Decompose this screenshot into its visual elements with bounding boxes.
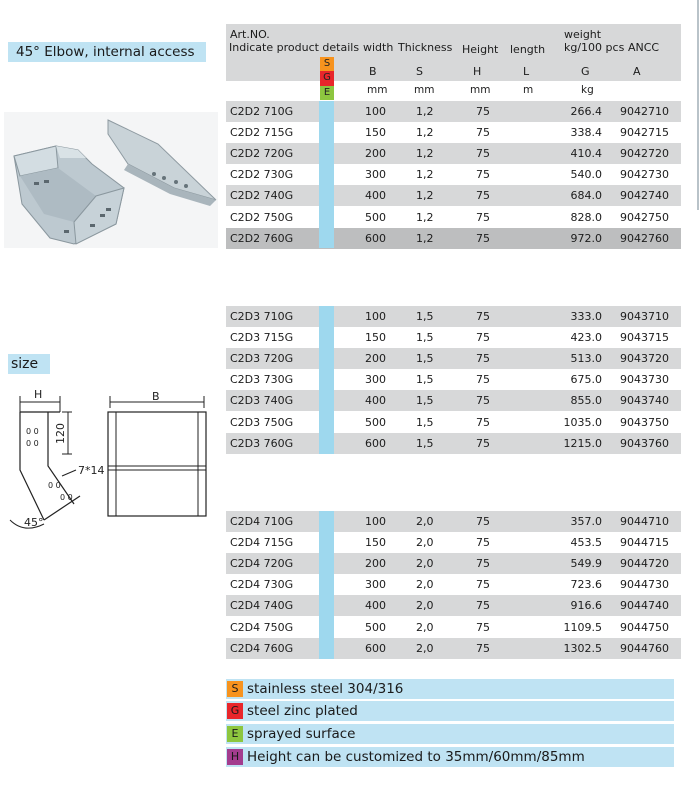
table-row bbox=[226, 164, 681, 185]
table-row bbox=[226, 638, 681, 659]
weight-value: 1215.0 bbox=[563, 436, 602, 450]
width-value: 150 bbox=[365, 126, 386, 140]
width-value: 200 bbox=[365, 147, 386, 161]
height-value: 75 bbox=[476, 373, 490, 387]
ancc-code: 9044730 bbox=[620, 578, 669, 592]
article-number: C2D4 710G bbox=[230, 515, 294, 528]
width-value: 400 bbox=[365, 394, 386, 408]
thickness-value: 1,5 bbox=[416, 352, 434, 366]
height-value: 75 bbox=[476, 578, 490, 592]
thickness-value: 2,0 bbox=[416, 599, 434, 613]
ancc-code: 9043730 bbox=[620, 373, 669, 387]
weight-value: 357.0 bbox=[570, 515, 602, 528]
width-value: 600 bbox=[365, 231, 386, 245]
table-row bbox=[226, 207, 681, 228]
height-value: 75 bbox=[476, 436, 490, 450]
weight-value: 684.0 bbox=[570, 189, 602, 203]
thickness-value: 2,0 bbox=[416, 557, 434, 571]
height-value: 75 bbox=[476, 415, 490, 429]
finish-strip-group-1 bbox=[319, 101, 334, 248]
width-value: 400 bbox=[365, 189, 386, 203]
thickness-value: 2,0 bbox=[416, 536, 434, 550]
unit-l: m bbox=[523, 84, 534, 96]
table-units-row bbox=[226, 81, 681, 101]
height-value: 75 bbox=[476, 536, 490, 550]
finish-strip-group-3 bbox=[319, 511, 334, 659]
height-value: 75 bbox=[476, 557, 490, 571]
article-number: C2D3 740G bbox=[230, 394, 294, 408]
header-weight-unit: kg/100 pcs bbox=[564, 41, 625, 54]
ancc-code: 9042760 bbox=[620, 231, 669, 245]
ancc-code: 9043715 bbox=[620, 331, 669, 345]
table-row bbox=[226, 306, 681, 327]
header-width: width bbox=[363, 41, 394, 54]
weight-value: 540.0 bbox=[570, 168, 602, 182]
ancc-code: 9043760 bbox=[620, 436, 669, 450]
weight-value: 1035.0 bbox=[563, 415, 602, 429]
weight-value: 855.0 bbox=[570, 394, 602, 408]
sym-h: H bbox=[473, 65, 482, 78]
finish-code-g: G bbox=[320, 71, 334, 85]
sym-g: G bbox=[581, 65, 590, 78]
weight-value: 828.0 bbox=[570, 210, 602, 224]
table-row bbox=[226, 390, 681, 411]
thickness-value: 2,0 bbox=[416, 641, 434, 655]
height-value: 75 bbox=[476, 126, 490, 140]
thickness-value: 1,5 bbox=[416, 436, 434, 450]
product-title: 45° Elbow, internal access bbox=[8, 42, 206, 62]
article-number: C2D4 760G bbox=[230, 641, 294, 655]
width-value: 500 bbox=[365, 415, 386, 429]
table-row bbox=[226, 553, 681, 574]
legend-item bbox=[226, 747, 674, 767]
article-number: C2D4 720G bbox=[230, 557, 294, 571]
article-number: C2D3 760G bbox=[230, 436, 294, 450]
height-value: 75 bbox=[476, 352, 490, 366]
height-value: 75 bbox=[476, 641, 490, 655]
thickness-value: 1,2 bbox=[416, 147, 434, 161]
width-value: 100 bbox=[365, 310, 386, 323]
ancc-code: 9042730 bbox=[620, 168, 669, 182]
ancc-code: 9043720 bbox=[620, 352, 669, 366]
width-value: 150 bbox=[365, 331, 386, 345]
weight-value: 1109.5 bbox=[563, 620, 602, 634]
label-angle: 45° bbox=[24, 516, 44, 529]
table-row bbox=[226, 412, 681, 433]
height-value: 75 bbox=[476, 394, 490, 408]
thickness-value: 1,5 bbox=[416, 373, 434, 387]
legend-item bbox=[226, 679, 674, 699]
unit-s: mm bbox=[414, 84, 435, 96]
width-value: 100 bbox=[365, 105, 386, 118]
thickness-value: 1,2 bbox=[416, 210, 434, 224]
height-value: 75 bbox=[476, 189, 490, 203]
weight-value: 266.4 bbox=[570, 105, 602, 118]
height-value: 75 bbox=[476, 331, 490, 345]
header-art-no: Art.NO. bbox=[230, 28, 270, 41]
ancc-code: 9042715 bbox=[620, 126, 669, 140]
unit-h: mm bbox=[470, 84, 491, 96]
weight-value: 513.0 bbox=[570, 352, 602, 366]
sym-l: L bbox=[523, 65, 530, 78]
table-row bbox=[226, 532, 681, 553]
article-number: C2D3 720G bbox=[230, 352, 294, 366]
ancc-code: 9042750 bbox=[620, 210, 669, 224]
ancc-code: 9044710 bbox=[620, 515, 669, 528]
svg-text:0 0: 0 0 bbox=[26, 439, 39, 448]
weight-value: 333.0 bbox=[570, 310, 602, 323]
table-row bbox=[226, 185, 681, 206]
thickness-value: 2,0 bbox=[416, 620, 434, 634]
height-value: 75 bbox=[476, 599, 490, 613]
article-number: C2D4 730G bbox=[230, 578, 294, 592]
article-number: C2D3 750G bbox=[230, 415, 294, 429]
finish-code-e: E bbox=[320, 86, 334, 100]
table-row bbox=[226, 143, 681, 164]
height-value: 75 bbox=[476, 620, 490, 634]
article-number: C2D2 760G bbox=[230, 231, 294, 245]
thickness-value: 1,5 bbox=[416, 331, 434, 345]
thickness-value: 1,5 bbox=[416, 394, 434, 408]
legend-text: sprayed surface bbox=[247, 726, 356, 742]
width-value: 600 bbox=[365, 641, 386, 655]
unit-b: mm bbox=[367, 84, 388, 96]
ancc-code: 9042720 bbox=[620, 147, 669, 161]
ancc-code: 9043710 bbox=[620, 310, 669, 323]
legend-text: stainless steel 304/316 bbox=[247, 681, 404, 697]
table-row bbox=[226, 369, 681, 390]
ancc-code: 9042710 bbox=[620, 105, 669, 118]
table-row bbox=[226, 122, 681, 143]
article-number: C2D3 710G bbox=[230, 310, 294, 323]
width-value: 500 bbox=[365, 620, 386, 634]
article-number: C2D2 730G bbox=[230, 168, 294, 182]
product-photo bbox=[4, 104, 218, 250]
table-row bbox=[226, 595, 681, 616]
width-value: 500 bbox=[365, 210, 386, 224]
ancc-code: 9044740 bbox=[620, 599, 669, 613]
svg-text:0 0: 0 0 bbox=[60, 493, 73, 502]
weight-value: 549.9 bbox=[570, 557, 602, 571]
ancc-code: 9043750 bbox=[620, 415, 669, 429]
article-number: C2D4 740G bbox=[230, 599, 294, 613]
width-value: 600 bbox=[365, 436, 386, 450]
table-row bbox=[226, 228, 681, 249]
header-length: length bbox=[510, 43, 546, 56]
legend-item bbox=[226, 724, 674, 744]
width-value: 100 bbox=[365, 515, 386, 528]
thickness-value: 1,2 bbox=[416, 105, 434, 118]
ancc-code: 9043740 bbox=[620, 394, 669, 408]
thickness-value: 2,0 bbox=[416, 515, 434, 528]
table-row bbox=[226, 327, 681, 348]
label-h: H bbox=[34, 388, 43, 401]
finish-code-column bbox=[320, 57, 334, 100]
article-number: C2D2 740G bbox=[230, 189, 294, 203]
article-number: C2D4 750G bbox=[230, 620, 294, 634]
header-indicate: Indicate product details bbox=[229, 41, 360, 54]
legend-swatch: H bbox=[227, 749, 243, 765]
height-value: 75 bbox=[476, 310, 490, 323]
weight-value: 972.0 bbox=[570, 231, 602, 245]
unit-g: kg bbox=[581, 84, 594, 96]
legend-swatch: G bbox=[227, 703, 243, 719]
ancc-code: 9044750 bbox=[620, 620, 669, 634]
sym-a: A bbox=[633, 65, 641, 78]
thickness-value: 1,2 bbox=[416, 126, 434, 140]
finish-code-s: S bbox=[320, 57, 334, 71]
weight-value: 916.6 bbox=[570, 599, 602, 613]
ancc-code: 9042740 bbox=[620, 189, 669, 203]
ancc-code: 9044715 bbox=[620, 536, 669, 550]
finish-strip-group-2 bbox=[319, 306, 334, 454]
weight-value: 423.0 bbox=[570, 331, 602, 345]
legend-swatch: S bbox=[227, 681, 243, 697]
width-value: 200 bbox=[365, 352, 386, 366]
label-120: 120 bbox=[54, 423, 67, 444]
thickness-value: 1,2 bbox=[416, 168, 434, 182]
sym-b: B bbox=[369, 65, 377, 78]
header-height: Height bbox=[462, 43, 499, 56]
article-number: C2D4 715G bbox=[230, 536, 294, 550]
article-number: C2D2 710G bbox=[230, 105, 294, 118]
height-value: 75 bbox=[476, 515, 490, 528]
ancc-code: 9044760 bbox=[620, 641, 669, 655]
article-number: C2D2 715G bbox=[230, 126, 294, 140]
table-row bbox=[226, 348, 681, 369]
weight-value: 453.5 bbox=[570, 536, 602, 550]
height-value: 75 bbox=[476, 231, 490, 245]
width-value: 300 bbox=[365, 578, 386, 592]
table-row bbox=[226, 101, 681, 122]
weight-value: 1302.5 bbox=[563, 641, 602, 655]
ancc-code: 9044720 bbox=[620, 557, 669, 571]
width-value: 150 bbox=[365, 536, 386, 550]
height-value: 75 bbox=[476, 147, 490, 161]
label-b: B bbox=[152, 390, 160, 403]
width-value: 300 bbox=[365, 168, 386, 182]
header-ancc: ANCC bbox=[628, 41, 660, 54]
size-label: size bbox=[8, 354, 50, 374]
width-value: 400 bbox=[365, 599, 386, 613]
weight-value: 410.4 bbox=[570, 147, 602, 161]
table-row bbox=[226, 511, 681, 532]
article-number: C2D3 730G bbox=[230, 373, 294, 387]
header-weight: weight bbox=[564, 28, 602, 41]
article-number: C2D2 720G bbox=[230, 147, 294, 161]
article-number: C2D2 750G bbox=[230, 210, 294, 224]
legend-text: steel zinc plated bbox=[247, 703, 358, 719]
label-slot: 7*14 bbox=[78, 464, 105, 477]
weight-value: 723.6 bbox=[570, 578, 602, 592]
weight-value: 675.0 bbox=[570, 373, 602, 387]
table-row bbox=[226, 617, 681, 638]
width-value: 200 bbox=[365, 557, 386, 571]
dimension-drawing bbox=[4, 384, 216, 534]
thickness-value: 1,2 bbox=[416, 189, 434, 203]
weight-value: 338.4 bbox=[570, 126, 602, 140]
height-value: 75 bbox=[476, 168, 490, 182]
height-value: 75 bbox=[476, 105, 490, 118]
width-value: 300 bbox=[365, 373, 386, 387]
table-row bbox=[226, 433, 681, 454]
article-number: C2D3 715G bbox=[230, 331, 294, 345]
sym-s: S bbox=[416, 65, 423, 78]
legend-item bbox=[226, 701, 674, 721]
svg-text:0 0: 0 0 bbox=[48, 481, 61, 490]
page-edge-line bbox=[697, 0, 699, 210]
table-header bbox=[226, 24, 681, 81]
thickness-value: 1,2 bbox=[416, 231, 434, 245]
header-thickness: Thickness bbox=[398, 41, 453, 54]
thickness-value: 1,5 bbox=[416, 310, 434, 323]
thickness-value: 2,0 bbox=[416, 578, 434, 592]
svg-text:0 0: 0 0 bbox=[26, 427, 39, 436]
thickness-value: 1,5 bbox=[416, 415, 434, 429]
legend-swatch: E bbox=[227, 726, 243, 742]
height-value: 75 bbox=[476, 210, 490, 224]
table-row bbox=[226, 574, 681, 595]
legend-text: Height can be customized to 35mm/60mm/85mm bbox=[247, 749, 585, 765]
